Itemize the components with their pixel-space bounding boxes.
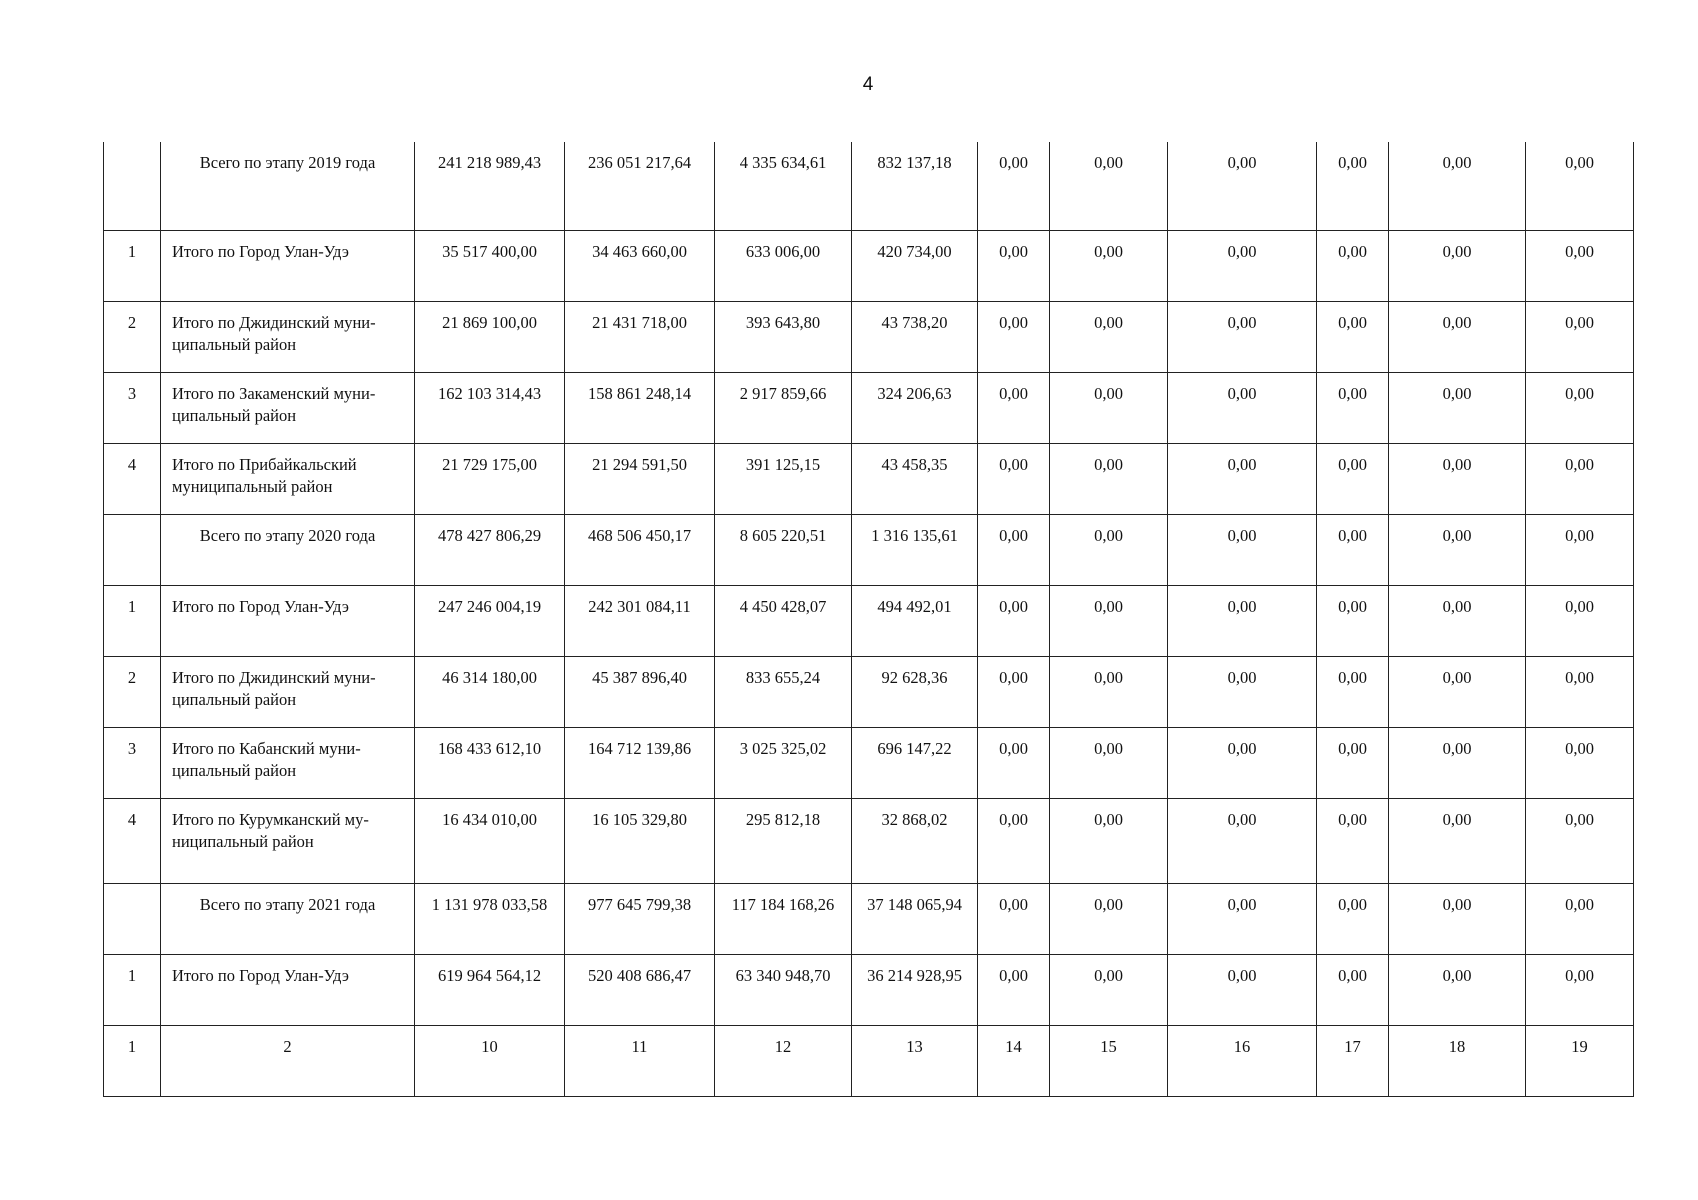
value-cell: 0,00: [1168, 515, 1317, 586]
column-number-cell: 15: [1050, 1026, 1168, 1097]
value-cell: 16 434 010,00: [415, 799, 565, 884]
value-cell: 168 433 612,10: [415, 728, 565, 799]
value-cell: 0,00: [978, 955, 1050, 1026]
value-cell: 0,00: [1526, 728, 1634, 799]
value-cell: 0,00: [1526, 586, 1634, 657]
value-cell: 0,00: [1389, 373, 1526, 444]
column-number-cell: 11: [565, 1026, 715, 1097]
value-cell: 0,00: [1317, 302, 1389, 373]
value-cell: 0,00: [1168, 373, 1317, 444]
value-cell: 633 006,00: [715, 231, 852, 302]
value-cell: 35 517 400,00: [415, 231, 565, 302]
value-cell: 0,00: [1050, 444, 1168, 515]
table-row: [104, 657, 1634, 728]
value-cell: 4 450 428,07: [715, 586, 852, 657]
row-number-cell: 1: [104, 955, 161, 1026]
value-cell: 63 340 948,70: [715, 955, 852, 1026]
value-cell: 0,00: [1317, 231, 1389, 302]
value-cell: 0,00: [1317, 142, 1389, 231]
row-number-cell: 3: [104, 373, 161, 444]
value-cell: 37 148 065,94: [852, 884, 978, 955]
value-cell: 0,00: [1168, 955, 1317, 1026]
value-cell: 158 861 248,14: [565, 373, 715, 444]
table-row: [104, 799, 1634, 884]
value-cell: 0,00: [978, 231, 1050, 302]
value-cell: 34 463 660,00: [565, 231, 715, 302]
table-row: [104, 444, 1634, 515]
value-cell: 0,00: [1050, 955, 1168, 1026]
value-cell: 0,00: [1168, 142, 1317, 231]
value-cell: 21 869 100,00: [415, 302, 565, 373]
budget-table: [103, 142, 1634, 1097]
value-cell: 0,00: [1526, 657, 1634, 728]
value-cell: 0,00: [1317, 799, 1389, 884]
page-number: 4: [862, 74, 874, 95]
value-cell: 0,00: [1317, 728, 1389, 799]
row-name-cell: Всего по этапу 2021 года: [161, 884, 415, 955]
value-cell: 0,00: [1526, 955, 1634, 1026]
row-name-cell: Итого по Город Улан-Удэ: [161, 586, 415, 657]
value-cell: 0,00: [1050, 302, 1168, 373]
value-cell: 468 506 450,17: [565, 515, 715, 586]
value-cell: 247 246 004,19: [415, 586, 565, 657]
value-cell: 0,00: [1389, 586, 1526, 657]
row-number-cell: 3: [104, 728, 161, 799]
value-cell: 32 868,02: [852, 799, 978, 884]
row-name-cell: Итого по Закаменский муни-ципальный район: [161, 373, 415, 444]
value-cell: 2 917 859,66: [715, 373, 852, 444]
value-cell: 0,00: [1050, 231, 1168, 302]
value-cell: 420 734,00: [852, 231, 978, 302]
row-name-cell: Итого по Кабанский муни-ципальный район: [161, 728, 415, 799]
stage-total-row: [104, 884, 1634, 955]
row-name-cell: Итого по Джидинский муни-ципальный район: [161, 657, 415, 728]
column-number-cell: 13: [852, 1026, 978, 1097]
value-cell: 0,00: [1050, 142, 1168, 231]
row-number-cell: 4: [104, 799, 161, 884]
value-cell: 0,00: [1526, 302, 1634, 373]
column-number-cell: 14: [978, 1026, 1050, 1097]
value-cell: 4 335 634,61: [715, 142, 852, 231]
value-cell: 0,00: [1389, 515, 1526, 586]
value-cell: 0,00: [1389, 884, 1526, 955]
value-cell: 0,00: [1317, 884, 1389, 955]
value-cell: 43 738,20: [852, 302, 978, 373]
value-cell: 0,00: [1389, 142, 1526, 231]
value-cell: 0,00: [1526, 884, 1634, 955]
row-number-cell: 1: [104, 231, 161, 302]
value-cell: 0,00: [1317, 586, 1389, 657]
table-row: [104, 728, 1634, 799]
table-row: [104, 231, 1634, 302]
value-cell: 0,00: [1050, 799, 1168, 884]
value-cell: 1 131 978 033,58: [415, 884, 565, 955]
value-cell: 162 103 314,43: [415, 373, 565, 444]
value-cell: 242 301 084,11: [565, 586, 715, 657]
row-number-cell: 4: [104, 444, 161, 515]
value-cell: 0,00: [1168, 657, 1317, 728]
column-number-cell: 1: [104, 1026, 161, 1097]
value-cell: 0,00: [1168, 884, 1317, 955]
table-row: [104, 586, 1634, 657]
value-cell: 0,00: [1389, 955, 1526, 1026]
value-cell: 494 492,01: [852, 586, 978, 657]
row-name-cell: Итого по Джидинский муни-ципальный район: [161, 302, 415, 373]
column-number-cell: 10: [415, 1026, 565, 1097]
table-body: [104, 142, 1634, 1097]
value-cell: 46 314 180,00: [415, 657, 565, 728]
row-name-cell: Итого по Курумканский му-ниципальный район: [161, 799, 415, 884]
value-cell: 0,00: [1389, 799, 1526, 884]
value-cell: 164 712 139,86: [565, 728, 715, 799]
value-cell: 0,00: [978, 373, 1050, 444]
value-cell: 696 147,22: [852, 728, 978, 799]
value-cell: 0,00: [1050, 586, 1168, 657]
row-number-cell: [104, 142, 161, 231]
value-cell: 0,00: [978, 657, 1050, 728]
row-number-cell: 1: [104, 586, 161, 657]
value-cell: 0,00: [978, 728, 1050, 799]
value-cell: 92 628,36: [852, 657, 978, 728]
value-cell: 0,00: [978, 586, 1050, 657]
value-cell: 832 137,18: [852, 142, 978, 231]
value-cell: 236 051 217,64: [565, 142, 715, 231]
column-number-cell: 12: [715, 1026, 852, 1097]
column-number-cell: 19: [1526, 1026, 1634, 1097]
value-cell: 0,00: [1050, 515, 1168, 586]
stage-total-row: [104, 142, 1634, 231]
value-cell: 0,00: [978, 799, 1050, 884]
row-number-cell: [104, 515, 161, 586]
value-cell: 324 206,63: [852, 373, 978, 444]
value-cell: 391 125,15: [715, 444, 852, 515]
stage-total-row: [104, 515, 1634, 586]
table-row: [104, 955, 1634, 1026]
value-cell: 0,00: [1168, 728, 1317, 799]
value-cell: 0,00: [1526, 142, 1634, 231]
value-cell: 0,00: [978, 515, 1050, 586]
value-cell: 0,00: [1050, 728, 1168, 799]
row-name-cell: Всего по этапу 2020 года: [161, 515, 415, 586]
value-cell: 295 812,18: [715, 799, 852, 884]
value-cell: 0,00: [1317, 657, 1389, 728]
value-cell: 0,00: [1526, 231, 1634, 302]
table-row: [104, 302, 1634, 373]
value-cell: 0,00: [1168, 231, 1317, 302]
value-cell: 21 729 175,00: [415, 444, 565, 515]
row-name-cell: Всего по этапу 2019 года: [161, 142, 415, 231]
column-number-cell: 16: [1168, 1026, 1317, 1097]
value-cell: 0,00: [1526, 799, 1634, 884]
value-cell: 21 431 718,00: [565, 302, 715, 373]
value-cell: 0,00: [1168, 586, 1317, 657]
value-cell: 0,00: [1526, 373, 1634, 444]
value-cell: 977 645 799,38: [565, 884, 715, 955]
value-cell: 0,00: [1168, 799, 1317, 884]
value-cell: 520 408 686,47: [565, 955, 715, 1026]
value-cell: 16 105 329,80: [565, 799, 715, 884]
column-number-cell: 18: [1389, 1026, 1526, 1097]
value-cell: 21 294 591,50: [565, 444, 715, 515]
value-cell: 0,00: [1389, 302, 1526, 373]
column-numbers-row: [104, 1026, 1634, 1097]
value-cell: 0,00: [1050, 373, 1168, 444]
value-cell: 43 458,35: [852, 444, 978, 515]
value-cell: 117 184 168,26: [715, 884, 852, 955]
value-cell: 45 387 896,40: [565, 657, 715, 728]
value-cell: 8 605 220,51: [715, 515, 852, 586]
value-cell: 0,00: [1168, 444, 1317, 515]
value-cell: 0,00: [978, 444, 1050, 515]
value-cell: 0,00: [978, 884, 1050, 955]
column-number-cell: 2: [161, 1026, 415, 1097]
value-cell: 0,00: [1317, 515, 1389, 586]
value-cell: 619 964 564,12: [415, 955, 565, 1026]
value-cell: 0,00: [1050, 657, 1168, 728]
value-cell: 0,00: [1168, 302, 1317, 373]
value-cell: 3 025 325,02: [715, 728, 852, 799]
value-cell: 0,00: [1389, 444, 1526, 515]
value-cell: 0,00: [1317, 955, 1389, 1026]
value-cell: 0,00: [1317, 444, 1389, 515]
value-cell: 833 655,24: [715, 657, 852, 728]
value-cell: 0,00: [1526, 444, 1634, 515]
value-cell: 393 643,80: [715, 302, 852, 373]
column-number-cell: 17: [1317, 1026, 1389, 1097]
value-cell: 1 316 135,61: [852, 515, 978, 586]
row-number-cell: [104, 884, 161, 955]
row-name-cell: Итого по Город Улан-Удэ: [161, 231, 415, 302]
value-cell: 0,00: [1317, 373, 1389, 444]
value-cell: 0,00: [978, 302, 1050, 373]
value-cell: 0,00: [1389, 728, 1526, 799]
value-cell: 0,00: [978, 142, 1050, 231]
table-row: [104, 373, 1634, 444]
value-cell: 0,00: [1526, 515, 1634, 586]
row-name-cell: Итого по Прибайкальский муниципальный район: [161, 444, 415, 515]
value-cell: 36 214 928,95: [852, 955, 978, 1026]
value-cell: 0,00: [1389, 231, 1526, 302]
value-cell: 0,00: [1050, 884, 1168, 955]
value-cell: 478 427 806,29: [415, 515, 565, 586]
value-cell: 241 218 989,43: [415, 142, 565, 231]
row-name-cell: Итого по Город Улан-Удэ: [161, 955, 415, 1026]
row-number-cell: 2: [104, 657, 161, 728]
row-number-cell: 2: [104, 302, 161, 373]
value-cell: 0,00: [1389, 657, 1526, 728]
